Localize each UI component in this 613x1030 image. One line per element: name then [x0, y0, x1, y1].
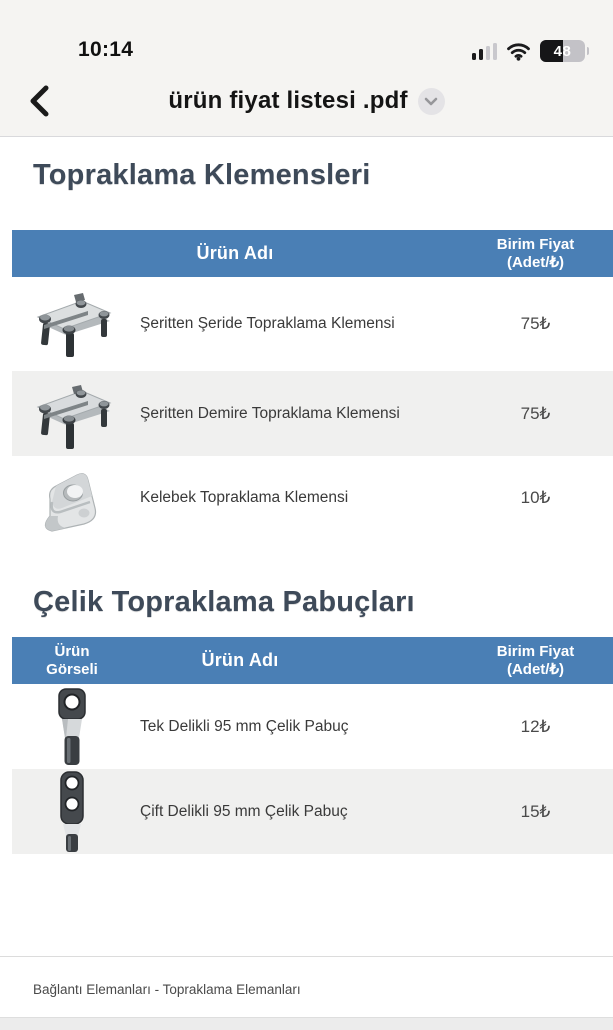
- back-chevron-icon: [28, 84, 50, 118]
- product-image-single-hole-lug: [12, 686, 132, 768]
- product-name: Şeritten Şeride Topraklama Klemensi: [140, 315, 395, 332]
- product-name: Çift Delikli 95 mm Çelik Pabuç: [140, 802, 348, 820]
- column-header-unit-price: Birim Fiyat (Adet/₺): [496, 236, 575, 271]
- footer-text: Bağlantı Elemanları - Topraklama Elemanları: [33, 982, 301, 997]
- back-button[interactable]: [16, 78, 62, 124]
- cellular-signal-icon: [472, 43, 498, 60]
- product-image-strip-to-iron-clamp: [12, 375, 132, 453]
- table-row: [12, 684, 613, 769]
- product-name: Tek Delikli 95 mm Çelik Pabuç: [140, 717, 349, 735]
- battery-percent: 48: [553, 42, 572, 60]
- table-row: [12, 371, 613, 456]
- steel-lugs-table: [12, 637, 613, 854]
- product-price: 15₺: [520, 801, 551, 821]
- product-image-double-hole-lug: [12, 770, 132, 854]
- product-name: Şeritten Demire Topraklama Klemensi: [140, 404, 400, 422]
- document-title: ürün fiyat listesi .pdf: [168, 87, 408, 114]
- table-header-row: [12, 230, 613, 277]
- table-row: [12, 277, 613, 371]
- table-row: [12, 769, 613, 854]
- navigation-bar: [0, 66, 613, 136]
- document-footer: [0, 956, 613, 1017]
- chevron-down-icon: [424, 97, 438, 106]
- product-image-butterfly-clamp: [12, 458, 132, 538]
- table-row: [12, 456, 613, 540]
- product-image-strip-to-strip-clamp: [12, 285, 132, 363]
- status-icons: [472, 40, 590, 62]
- product-price: 10₺: [520, 488, 551, 507]
- top-chrome: [0, 0, 613, 137]
- title-dropdown-button[interactable]: [418, 88, 445, 115]
- pdf-page-content: [0, 159, 613, 854]
- product-price: 75₺: [520, 403, 551, 423]
- product-price: 12₺: [520, 716, 551, 736]
- column-header-product-name: Ürün Adı: [196, 243, 274, 264]
- column-header-product-name: Ürün Adı: [201, 650, 279, 671]
- bottom-strip: [0, 1017, 613, 1030]
- column-header-product-image: Ürün Görseli: [46, 643, 98, 678]
- column-header-unit-price: Birim Fiyat (Adet/₺): [496, 643, 575, 678]
- clock: 10:14: [78, 38, 134, 61]
- status-bar: [0, 0, 613, 66]
- grounding-clamps-table: [12, 230, 613, 540]
- section-heading-klemensler: Topraklama Klemensleri: [33, 159, 371, 191]
- section-heading-pabuclar: Çelik Topraklama Pabuçları: [33, 586, 415, 618]
- battery-icon: [540, 40, 589, 62]
- product-price: 75₺: [520, 314, 551, 333]
- wifi-icon: [506, 42, 531, 61]
- table-header-row: [12, 637, 613, 684]
- product-name: Kelebek Topraklama Klemensi: [140, 489, 349, 506]
